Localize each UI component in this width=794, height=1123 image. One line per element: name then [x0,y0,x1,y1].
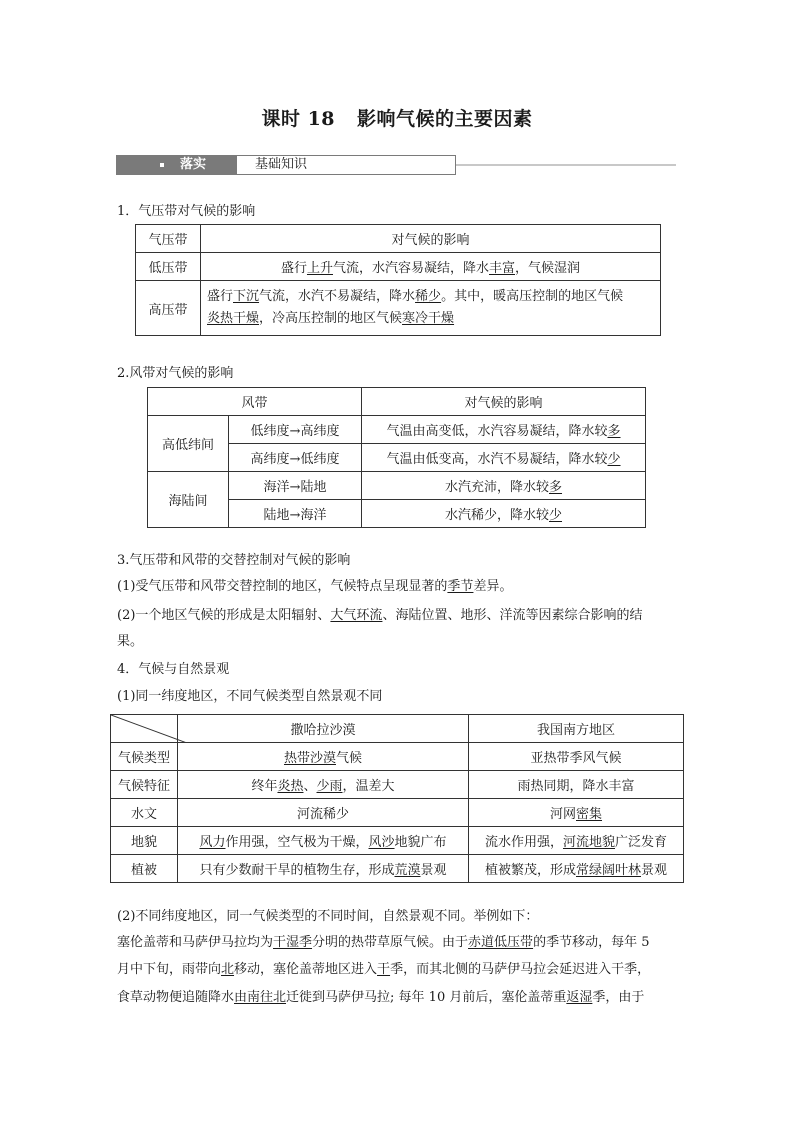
banner-label-left: 落实 [116,155,236,175]
table-cell: 只有少数耐干旱的植物生存，形成荒漠景观 [178,855,469,883]
row-label: 高压带 [136,281,201,336]
table-cell: 低纬度→高纬度 [229,416,362,444]
table-header: 我国南方地区 [469,715,684,743]
paragraph: (2)不同纬度地区，同一气候类型的不同时间，自然景观不同。举例如下： [117,909,539,924]
section-3-heading: 3.气压带和风带的交替控制对气候的影响 [117,553,351,568]
wind-belt-table [147,387,646,528]
row-label: 高低纬间 [148,416,229,472]
row-label: 地貌 [111,827,178,855]
table-cell: 盛行下沉气流，水汽不易凝结，降水稀少。其中，暖高压控制的地区气候 炎热干燥，冷高压控制的地区气候寒冷干燥 [201,281,661,336]
table-cell: 雨热同期，降水丰富 [469,771,684,799]
paragraph: 果。 [117,634,144,649]
banner-label-right: 基础知识 [236,155,456,175]
table-header: 撒哈拉沙漠 [178,715,469,743]
table-cell: 水汽充沛，降水较多 [362,472,646,500]
table-header: 对气候的影响 [201,225,661,253]
section-banner [116,155,676,175]
table-cell: 气温由低变高，水汽不易凝结，降水较少 [362,444,646,472]
table-cell: 终年炎热、少雨，温差大 [178,771,469,799]
paragraph: 月中下旬，雨带向北移动，塞伦盖蒂地区进入干季，而其北侧的马萨伊马拉会延迟进入干季， [117,962,651,977]
section-2-heading: 2.风带对气候的影响 [117,366,234,381]
table-cell: 热带沙漠气候 [178,743,469,771]
row-label: 气候类型 [111,743,178,771]
table-header: 气压带 [136,225,201,253]
row-label: 植被 [111,855,178,883]
row-label: 气候特征 [111,771,178,799]
table-cell: 气温由高变低，水汽容易凝结，降水较多 [362,416,646,444]
table-cell: 盛行上升气流，水汽容易凝结，降水丰富，气候湿润 [201,253,661,281]
table-cell: 亚热带季风气候 [469,743,684,771]
table-cell: 风力作用强，空气极为干燥，风沙地貌广布 [178,827,469,855]
page-title: 课时 18 影响气候的主要因素 [261,108,533,130]
paragraph: (1)同一纬度地区，不同气候类型自然景观不同 [117,689,383,704]
row-label: 水文 [111,799,178,827]
row-label: 低压带 [136,253,201,281]
diagonal-header-cell [111,715,178,743]
paragraph: 塞伦盖蒂和马萨伊马拉均为干湿季分明的热带草原气候。由于赤道低压带的季节移动，每年 5 [117,935,650,950]
section-1-heading: 1．气压带对气候的影响 [117,204,256,219]
table-header: 对气候的影响 [362,388,646,416]
paragraph: (1)受气压带和风带交替控制的地区，气候特点呈现显著的季节差异。 [117,579,513,594]
diagonal-line-icon [111,715,187,743]
paragraph: 食草动物便追随降水由南往北迁徙到马萨伊马拉; 每年 10 月前后，塞伦盖蒂重返湿季，由于 [117,990,645,1005]
table-cell: 植被繁茂，形成常绿阔叶林景观 [469,855,684,883]
table-cell: 水汽稀少，降水较少 [362,500,646,528]
paragraph: (2)一个地区气候的形成是太阳辐射、大气环流、海陆位置、地形、洋流等因素综合影响的结 [117,608,643,623]
row-label: 海陆间 [148,472,229,528]
table-header: 风带 [148,388,362,416]
table-cell: 流水作用强，河流地貌广泛发育 [469,827,684,855]
pressure-belt-table [135,224,661,336]
section-4-heading: 4．气候与自然景观 [117,662,230,677]
square-bullet-icon [160,163,164,167]
table-cell: 高纬度→低纬度 [229,444,362,472]
table-cell: 河网密集 [469,799,684,827]
landscape-table [110,714,684,883]
table-cell: 海洋→陆地 [229,472,362,500]
table-cell: 陆地→海洋 [229,500,362,528]
table-cell: 河流稀少 [178,799,469,827]
